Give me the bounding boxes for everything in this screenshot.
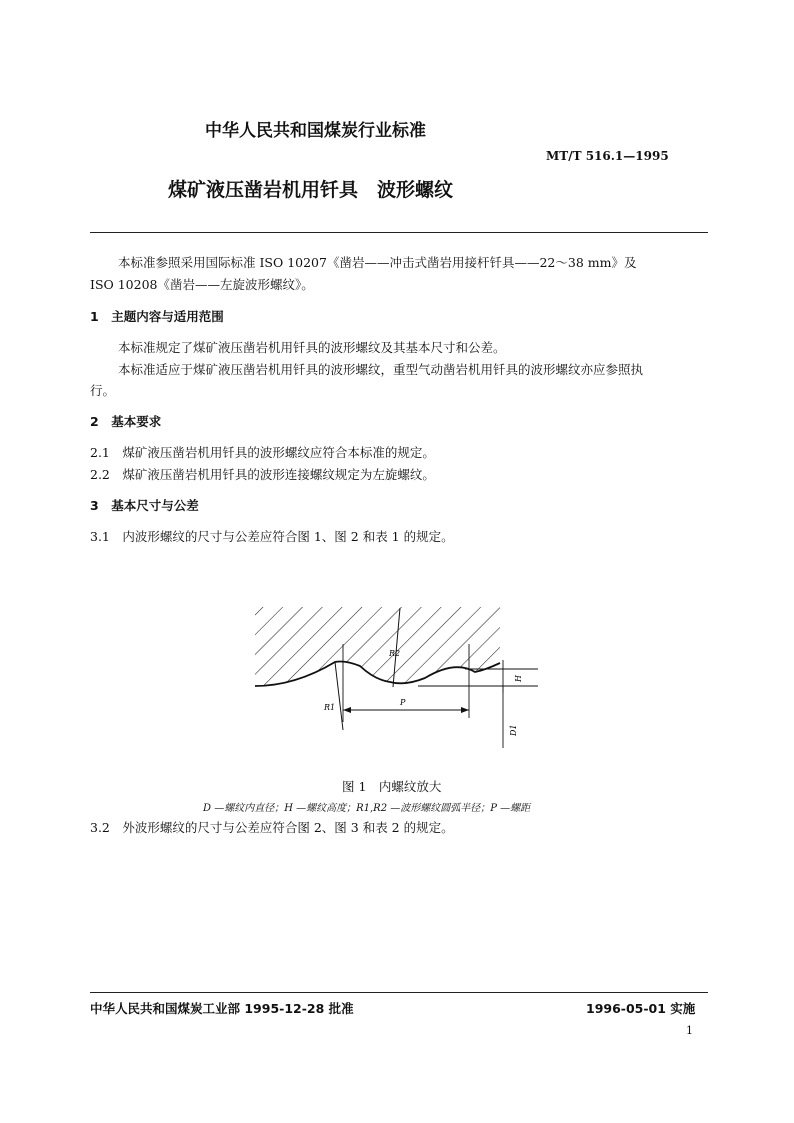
clause-3-2: 3.2 外波形螺纹的尺寸与公差应符合图 2、图 3 和表 2 的规定。 [90,820,454,835]
label-r1: R1 [324,703,336,712]
section-2-heading: 2 基本要求 [90,414,162,429]
label-h: H [514,675,523,682]
label-d: D1 [509,724,518,736]
clause-2-1: 2.1 煤矿液压凿岩机用钎具的波形螺纹应符合本标准的规定。 [90,445,435,460]
header-rule [90,232,708,233]
section-3-heading: 3 基本尺寸与公差 [90,498,199,513]
document-title: 煤矿液压凿岩机用钎具 波形螺纹 [168,179,454,201]
section-1-paragraph-2-line-1: 本标准适应于煤矿液压凿岩机用钎具的波形螺纹，重型气动凿岩机用钎具的波形螺纹亦应参照执 [118,362,644,377]
intro-line-2: ISO 10208《凿岩——左旋波形螺纹》。 [90,277,314,292]
figure-1-legend: D —螺纹内直径；H —螺纹高度；R1,R2 —波形螺纹圆弧半径；P —螺距 [203,803,531,814]
standard-code: MT/T 516.1—1995 [546,149,669,163]
section-1-heading: 1 主题内容与适用范围 [90,309,224,324]
org-title: 中华人民共和国煤炭行业标准 [205,121,426,141]
effective-date: 1996-05-01 实施 [586,1001,696,1016]
clause-3-1: 3.1 内波形螺纹的尺寸与公差应符合图 1、图 2 和表 1 的规定。 [90,529,454,544]
section-1-paragraph-1: 本标准规定了煤矿液压凿岩机用钎具的波形螺纹及其基本尺寸和公差。 [118,340,506,355]
pitch-arrow-right [461,707,469,713]
figure-1-caption: 图 1 内螺纹放大 [342,779,442,794]
r1-leader-line [335,662,343,730]
intro-line-1: 本标准参照采用国际标准 ISO 10207《凿岩——冲击式凿岩用接杆钎具——22～38 mm》及 [118,255,637,270]
label-r2: R2 [389,649,401,658]
approval-line: 中华人民共和国煤炭工业部 1995-12-28 批准 [90,1001,354,1016]
section-1-paragraph-2-line-2: 行。 [90,383,116,398]
page-number: 1 [686,1024,693,1037]
clause-2-2: 2.2 煤矿液压凿岩机用钎具的波形连接螺纹规定为左旋螺纹。 [90,467,435,482]
pitch-arrow-left [343,707,351,713]
label-p: P [400,698,406,707]
figure-1-thread-diagram [240,590,560,750]
footer-rule [90,992,708,993]
